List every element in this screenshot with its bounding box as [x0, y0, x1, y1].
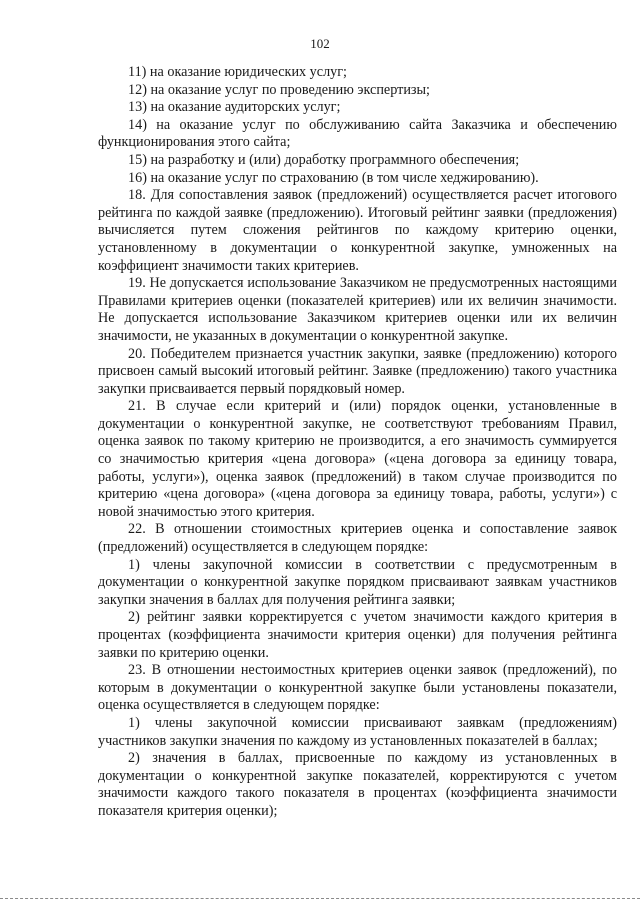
clause-22: 22. В отношении стоимостных критериев оценка и сопоставление заявок (предложений) осуществляется в следующем порядке: — [98, 521, 617, 556]
clause-22-item-1: 1) члены закупочной комиссии в соответствии с предусмотренным в документации о конкурентной закупке порядком присваивают заявкам участников закупки значения в баллах для получения рейтинга заявки; — [98, 556, 617, 608]
clause-19: 19. Не допускается использование Заказчиком не предусмотренных настоящими Правилами критериев оценки (показателей критериев) или их величин значимости. Не допускается использование Заказчиком критериев оценки или их величин значимости, не указанных в документации о конкурентной закупке. — [98, 275, 617, 344]
document-body — [98, 64, 617, 821]
clause-23-item-2: 2) значения в баллах, присвоенные по каждому из установленных в документации о конкурентной закупке показателей, корректируются с учетом значимости каждого такого показателя в процентах (коэффициента значимости показателя критерия оценки); — [98, 750, 617, 819]
list-item-12: 12) на оказание услуг по проведению экспертизы; — [128, 81, 431, 98]
list-item-11: 11) на оказание юридических услуг; — [128, 64, 347, 80]
page-bottom-edge — [0, 898, 640, 899]
clause-18: 18. Для сопоставления заявок (предложений) осуществляется расчет итогового рейтинга по каждой заявке (предложению). Итоговый рейтинг заявки (предложения) вычисляется путем сложения рейтингов по каждому критерию оценки, установленному в документации о конкурентной закупке, умноженных на коэффициент значимости таких критериев. — [98, 187, 617, 274]
clause-20: 20. Победителем признается участник закупки, заявке (предложению) которого присвоен самый высокий итоговый рейтинг. Заявке (предложению) такого участника закупки присваивается первый порядковый номер. — [98, 345, 617, 397]
clause-21: 21. В случае если критерий и (или) порядок оценки, установленные в документации о конкурентной закупке, не соответствуют требованиям Правил, оценка заявок по такому критерию не производится, а его значимость суммируется со значимостью критерия «цена договора» («цена договора за единицу товара, работы, услуги»), оценка заявок (предложений) в таком случае производится по критерию «цена договора» («цена договора за единицу товара, работы, услуги») с новой значимостью этого критерия. — [98, 398, 617, 520]
list-item-15: 15) на разработку и (или) доработку программного обеспечения; — [128, 151, 520, 168]
list-item-16: 16) на оказание услуг по страхованию (в том числе хеджированию). — [128, 169, 539, 186]
clause-22-item-2: 2) рейтинг заявки корректируется с учетом значимости каждого критерия в процентах (коэффициента значимости критерия оценки) для получения рейтинга заявки по критерию оценки. — [98, 609, 617, 661]
list-item-14: 14) на оказание услуг по обслуживанию сайта Заказчика и обеспечению функционирования этого сайта; — [98, 116, 617, 151]
clause-23: 23. В отношении нестоимостных критериев оценки заявок (предложений), по которым в документации о конкурентной закупке были установлены показатели, оценка осуществляется в следующем порядке: — [98, 662, 617, 714]
list-item-13: 13) на оказание аудиторских услуг; — [128, 99, 341, 116]
clause-23-item-1: 1) члены закупочной комиссии присваивают заявкам (предложениям) участников закупки значения по каждому из установленных показателей в баллах; — [98, 714, 617, 749]
page-number: 102 — [310, 36, 330, 51]
